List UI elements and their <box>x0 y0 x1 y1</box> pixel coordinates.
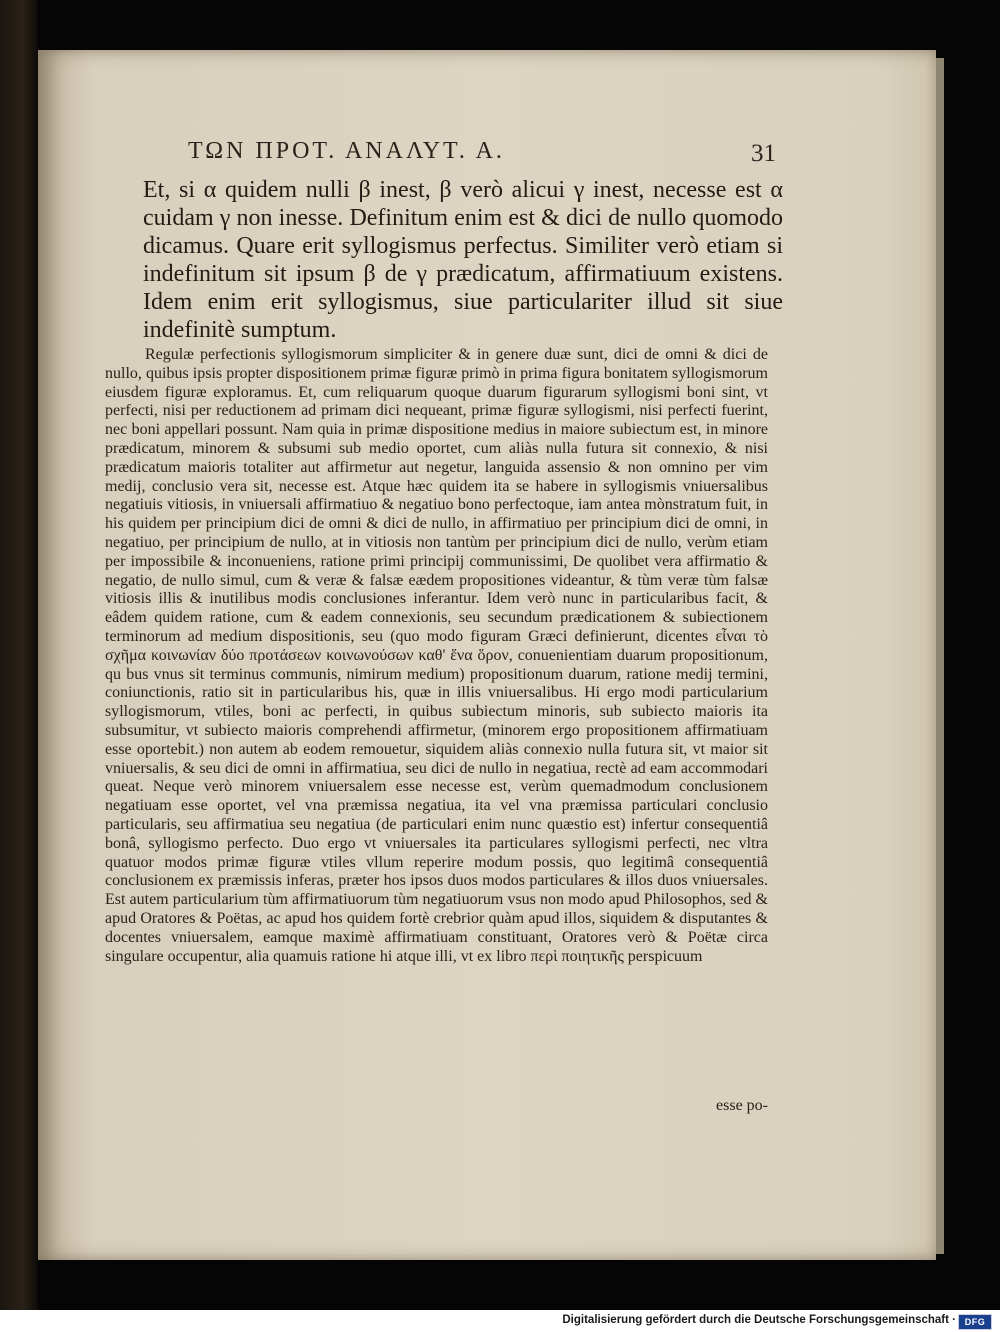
catchword: esse po- <box>716 1097 768 1114</box>
dfg-logo-icon[interactable] <box>958 1314 992 1330</box>
page-edge <box>936 58 944 1254</box>
running-header: ΤΩΝ ΠΡΟΤ. ΑΝΑΛΥΤ. Α. <box>188 138 505 164</box>
commentary-text: Regulæ perfectionis syllogismorum simpliciter & in genere duæ sunt, dici de omni & dici de nullo, quibus ipsis propter dispositionem primæ figuræ primò in prima figura bonitatem syllogismorum eiusdem figuræ exploramus. Et, cum reliquarum quoque duarum figurarum syllogismi boni sint, vt perfecti, nisi per reductionem ad primam dici nequeant, primæ figuræ syllogismi, nisi perfecti fuerint, nec boni appellari possunt. Nam quia in primæ dispositione medius in maiore subiectum est, in minore prædicatum, minorem & subsumi sub medio oportet, cum aliàs nulla futura sit connexio, & nisi prædicatum maioris totaliter aut affirmetur aut negetur, languida assensio & non omnino per vim medij, conclusio vera sit, necesse est. Atque hæc quidem ita se habere in syllogismis vniuersalibus negatiuis vitiosis, in vniuersali affirmatiuo & negatiuo bono perfectoque, iam antea mònstratum fuit, in his quidem per principium dici de omni & dici de nullo, in affirmatiuo per principium dici de omni, in negatiuo, per principium de nullo, at in vitiosis non tantùm per principium dici de nullo, verùm etiam per impossibile & inconueniens, ratione primi principij communissimi, De quolibet vera affirmatio & negatio, de nullo simul, cum & veræ & falsæ eædem propositiones videantur, & tùm veræ tùm falsæ vitiosis illis & inutilibus modis conclusiones inferantur. Idem verò nunc in particularibus facit, & eâdem quidem ratione, cum & eadem connexionis, seu secundum prædicationem & subiectionem terminorum ad medium dispositionis, seu (quo modo figuram Græci definierunt, dicentes εἶναι τὸ σχῆμα κοινωνίαν δύο προτάσεων κοινωνούσων καθ' ἕνα ὅρον, conuenientiam duarum propositionum, qu bus vnus sit terminus communis, nimirum medium) propositionum duarum, ratione medij termini, coniunctionis, ratio sit in particularibus his, quæ in illis vniuersalibus. Hi ergo modi particularium syllogismorum, vtiles, boni ac perfecti, in quibus subiectum minoris, sub subiecto maioris ita subsumitur, vt subiecto maioris comprehendi affirmetur, (minorem ergo propositionem affirmatiuam esse oportebit.) non autem ab eodem remouetur, siquidem aliàs connexio nulla futura sit, vt maior sit vniuersalis, & seu dici de omni in affirmatiua, seu dici de nullo in negatiua, rectè ad eam accommodari queat. Neque verò minorem vniuersalem esse necesse est, verùm quemadmodum conclusionem negatiuam esse oportet, vel vna præmissa negatiua, ita vel vna præmissa particulari conclusio particularis, seu affirmatiua seu negatiua (de particulari enim nunc quæstio est) infertur consequentiâ bonâ, syllogismo perfecto. Duo ergo vt vniuersales ita particulares syllogismi perfecti, nec vltra quatuor modos primæ figuræ vtiles vllum reperire modum possis, quo legitimâ consequentiâ conclusionem ex præmissis inferas, præter hos ipsos duos modos particulares & illos duos vniuersales. Est autem particularium tùm affirmatiuorum tùm negatiuorum vsus non modo apud Philosophos, sed & apud Oratores & Poëtas, ac apud hos quidem fortè crebrior quàm apud illos, siquidem & disputantes & docentes vniuersalem, eamque maximè affirmatiuam constituant, Oratores verò & Poëtæ circa singulare occupentur, alia quamuis ratione hi atque illi, vt ex libro περὶ ποιητικῆς perspicuum <box>105 346 768 965</box>
footer-credit: Digitalisierung gefördert durch die Deutsche Forschungsgemeinschaft · <box>562 1314 956 1326</box>
main-text: Et, si α quidem nulli β inest, β verò alicui γ inest, necesse est α cuidam γ non inesse. Definitum enim est & dici de nullo quomodo dicamus. Quare erit syllogismus perfectus. Similiter verò etiam si indefinitum sit ipsum β de γ prædicatum, affirmatiuum existens. Idem enim erit syllogismus, siue particulariter illud sit siue indefinitè sumptum. <box>143 177 783 343</box>
book-spine <box>0 0 38 1310</box>
page-number: 31 <box>751 140 776 167</box>
dfg-logo-label: DFG <box>964 1317 986 1327</box>
